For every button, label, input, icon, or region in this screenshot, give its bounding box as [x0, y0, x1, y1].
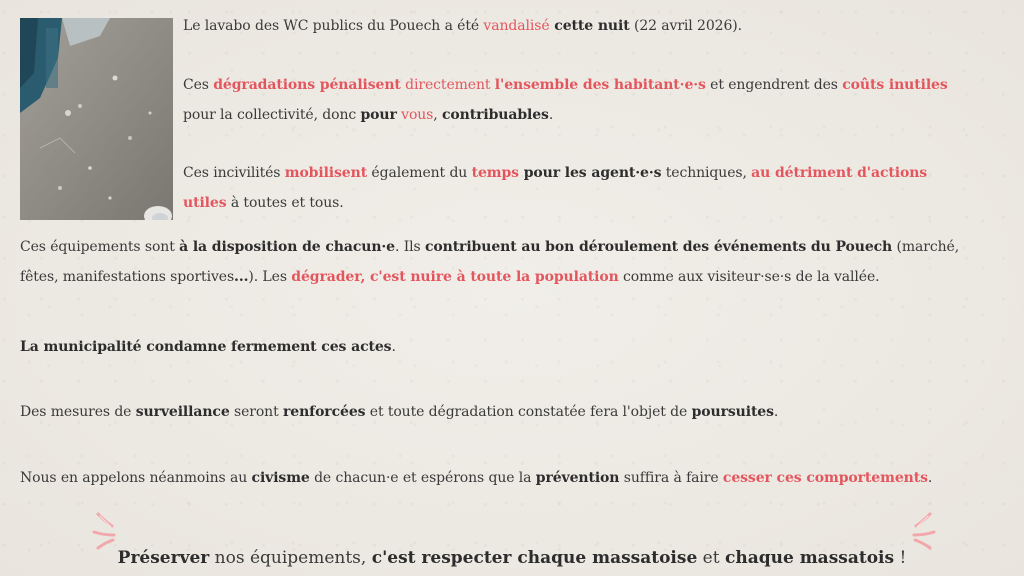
text: suffira à faire [619, 470, 723, 486]
highlight-temps: temps [471, 165, 519, 181]
bold-disposition: à la disposition de chacun·e [179, 239, 395, 255]
bold-poursuites: poursuites [691, 404, 774, 420]
bold-agents: pour les agent·e·s [518, 165, 662, 181]
paragraph-equipements [20, 232, 959, 292]
text: seront [229, 404, 283, 420]
highlight-detriment: au détriment d'actions [751, 165, 928, 181]
paragraph-agents [183, 158, 927, 218]
highlight-vandalise: vandalisé [483, 18, 550, 34]
highlight-directement: directement [400, 77, 495, 93]
bold-preserver: Préserver [117, 548, 210, 568]
paragraph-incident [183, 11, 742, 41]
text: Ces incivilités [183, 165, 285, 181]
text: , [433, 107, 442, 123]
text-date: (22 avril 2026). [629, 18, 742, 34]
text: fêtes, manifestations sportives [20, 269, 235, 285]
text: pour la collectivité, donc [183, 107, 361, 123]
text: . [391, 339, 396, 355]
highlight-degrader: dégrader, c'est nuire à toute la population [291, 269, 619, 285]
text: Ces [183, 77, 214, 93]
highlight-habitants: l'ensemble des habitant·e·s [494, 77, 706, 93]
highlight-degradations: dégradations pénalisent [213, 77, 401, 93]
paragraph-civisme [20, 463, 932, 493]
text: techniques, [661, 165, 752, 181]
bold-massatoise: c'est respecter chaque massatoise [371, 548, 698, 568]
bold-ellipsis: ... [234, 269, 249, 285]
text: . [927, 470, 933, 486]
bold-condamne: La municipalité condamne fermement ces actes [20, 339, 392, 355]
text: Des mesures de [20, 404, 136, 420]
text: nos équipements, [209, 548, 372, 568]
bold-pour: pour [360, 107, 397, 123]
bold-prevention: prévention [535, 470, 620, 486]
highlight-couts: coûts inutiles [842, 77, 948, 93]
bold-massatois: chaque massatois [724, 548, 895, 568]
text: Nous en appelons néanmoins au [20, 470, 252, 486]
bold-surveillance: surveillance [135, 404, 230, 420]
text: Le lavabo des WC publics du Pouech a été [183, 18, 484, 34]
paragraph-mesures [20, 397, 778, 427]
text: et toute dégradation constatée fera l'objet de [365, 404, 692, 420]
paragraph-consequences [183, 70, 948, 130]
bold-renforcees: renforcées [282, 404, 366, 420]
text: comme aux visiteur·se·s de la vallée. [618, 269, 880, 285]
text: également du [367, 165, 472, 181]
text: . Ils [395, 239, 425, 255]
highlight-vous: vous [396, 107, 434, 123]
bold-civisme: civisme [251, 470, 310, 486]
bold-cette-nuit: cette nuit [549, 18, 630, 34]
bold-contribuent: contribuent au bon déroulement des événements du Pouech [424, 239, 893, 255]
text: de chacun·e et espérons que la [309, 470, 536, 486]
highlight-mobilisent: mobilisent [284, 165, 368, 181]
text: ). Les [248, 269, 292, 285]
highlight-utiles: utiles [183, 195, 227, 211]
text: à toutes et tous. [226, 195, 344, 211]
bold-contribuables: contribuables [441, 107, 549, 123]
text: (marché, [892, 239, 960, 255]
text: et [697, 548, 725, 568]
text: Ces équipements sont [20, 239, 180, 255]
paragraph-condamne [20, 332, 396, 362]
text: ! [894, 548, 907, 568]
text: . [548, 107, 554, 123]
highlight-cesser: cesser ces comportements [722, 470, 928, 486]
closing-slogan [0, 541, 1024, 575]
vandalized-sink-photo [20, 18, 173, 220]
text: et engendrent des [705, 77, 843, 93]
text: . [773, 404, 779, 420]
